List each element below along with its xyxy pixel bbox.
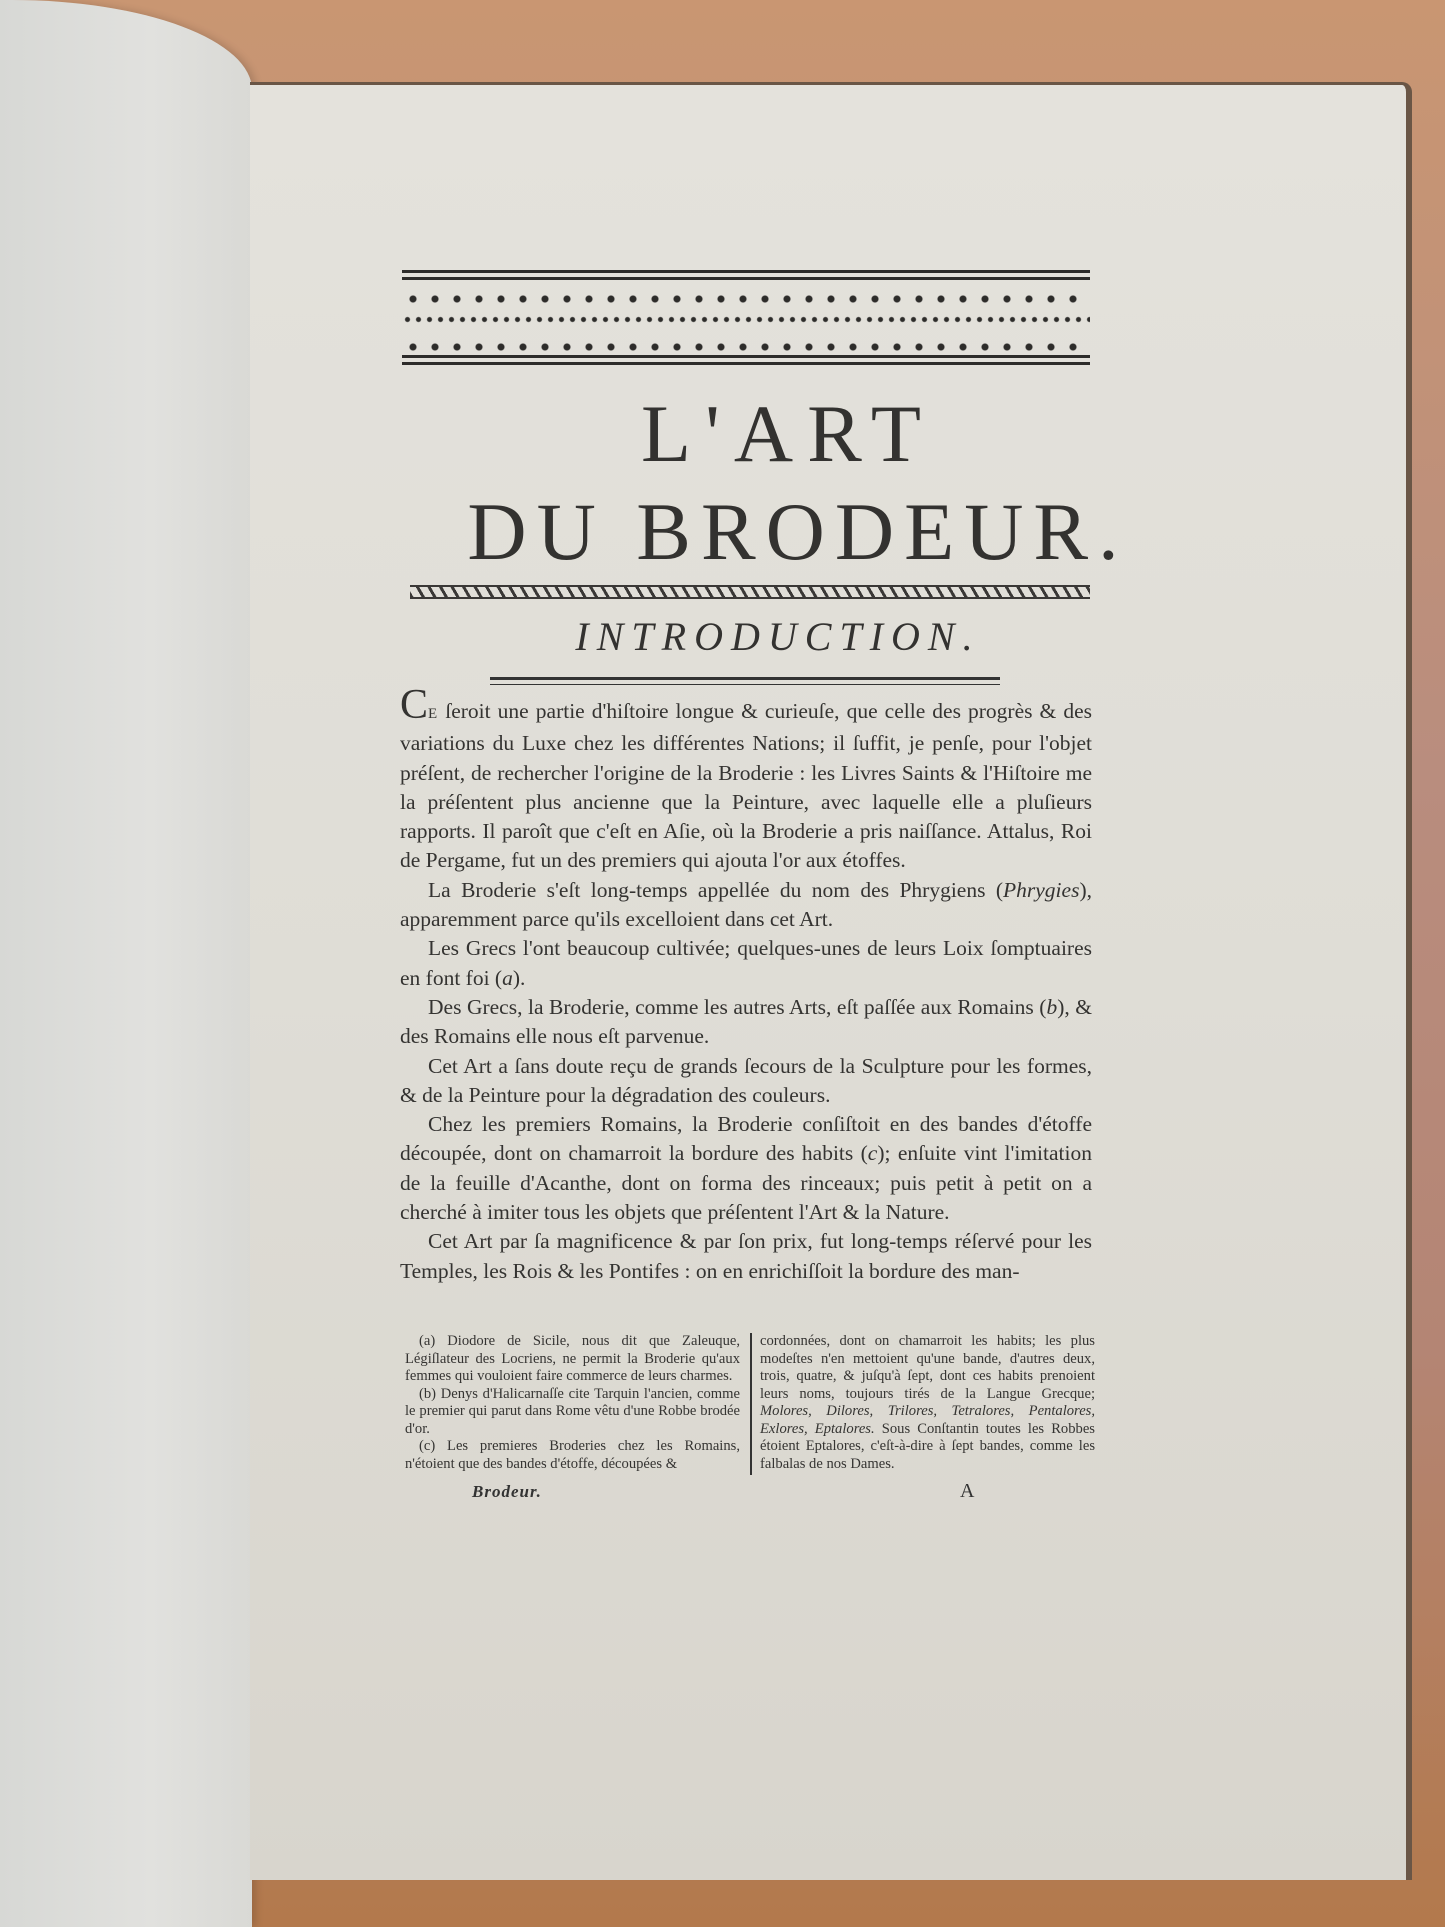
footnote-ref-b: b [1046, 994, 1058, 1019]
signature-catchword: Brodeur. [472, 1482, 542, 1501]
footnotes [405, 1333, 1095, 1475]
title-line-2: DU BRODEUR. [467, 486, 1129, 577]
floral-band-ornament [402, 270, 1090, 365]
drop-cap: C [400, 682, 429, 728]
title-line-1: L'ART [641, 388, 935, 479]
left-blank-page [0, 0, 252, 1927]
footnote-ref-a: a [502, 965, 513, 990]
double-rule [490, 677, 1000, 685]
footnote-ref-c: c [867, 1141, 878, 1166]
paragraph-5: Cet Art a ſans doute reçu de grands ſecours de la Sculpture pour les formes, & de la Peinture pour la dégradation des couleurs. [400, 1053, 1092, 1107]
paragraph-4: Des Grecs, la Broderie, comme les autres Arts, eſt paſſée aux Romains (b), & des Romains elle nous eſt parvenue. [400, 994, 1092, 1049]
paragraph-6: Chez les premiers Romains, la Broderie conſiſtoit en des bandes d'étoffe découpée, dont on chamarroit la bordure des habits (c); enſuite vint l'imitation de la feuille d'Acanthe, dont on forma des rinceaux; puis petit à petit on a cherché à imiter tous les objets que préſentent l'Art & la Nature. [400, 1112, 1092, 1225]
footnote-c-continued: cordonnées, dont on chamarroit les habits; les plus modeſtes n'en mettoient qu'une bande, d'autres deux, trois, quatre, & juſqu'à ſept, dont ces habits prenoient leurs noms, toujours tirés de la Langue Grecque; Molores, Dilores, Trilores, Tetralores, Pentalores, Exlores, Eptalores. Sous Conſtantin toutes les Robbes étoient Eptalores, c'eſt-à-dire à ſept bandes, comme les falbalas de nos Dames. [760, 1333, 1095, 1472]
chain-rule-ornament [410, 585, 1090, 599]
body-text [400, 682, 1092, 1286]
footnote-b: (b) Denys d'Halicarnaſſe cite Tarquin l'ancien, comme le premier qui parut dans Rome vêtu d'une Robbe brodée d'or. [405, 1385, 740, 1437]
footnotes-left-column [405, 1333, 740, 1475]
paragraph-3: Les Grecs l'ont beaucoup cultivée; quelques-unes de leurs Loix ſomptuaires en font foi (a). [400, 936, 1092, 990]
right-page [250, 82, 1412, 1880]
section-heading: INTRODUCTION. [575, 614, 981, 659]
footnotes-right-column [760, 1333, 1095, 1475]
signature-mark: A [960, 1480, 975, 1502]
footnote-a: (a) Diodore de Sicile, nous dit que Zaleuque, Légiſlateur des Locriens, ne permit la Broderie qu'aux femmes qui vouloient faire commerce de leurs charmes. [405, 1333, 740, 1384]
paragraph-1: CE ſeroit une partie d'hiſtoire longue & curieuſe, que celle des progrès & des variations du Luxe chez les différentes Nations; il ſuffit, je penſe, pour l'objet préſent, de rechercher l'origine de la Broderie : les Livres Saints & l'Hiſtoire me la préſentent plus ancienne que la Peinture, avec laquelle elle a pluſieurs rapports. Il paroît que c'eſt en Aſie, où la Broderie a pris naiſſance. Attalus, Roi de Pergame, fut un des premiers qui ajouta l'or aux étoffes. [400, 682, 1092, 873]
paragraph-7: Cet Art par ſa magnificence & par ſon prix, fut long-temps réſervé pour les Temples, les Rois & les Pontifes : on en enrichiſſoit la bordure des man- [400, 1229, 1092, 1283]
footnote-c-start: (c) Les premieres Broderies chez les Romains, n'étoient que des bandes d'étoffe, découpées & [405, 1438, 740, 1472]
footnote-column-divider [750, 1333, 752, 1475]
paragraph-2: La Broderie s'eſt long-temps appellée du nom des Phrygiens (Phrygies), apparemment parce qu'ils excelloient dans cet Art. [400, 877, 1092, 932]
